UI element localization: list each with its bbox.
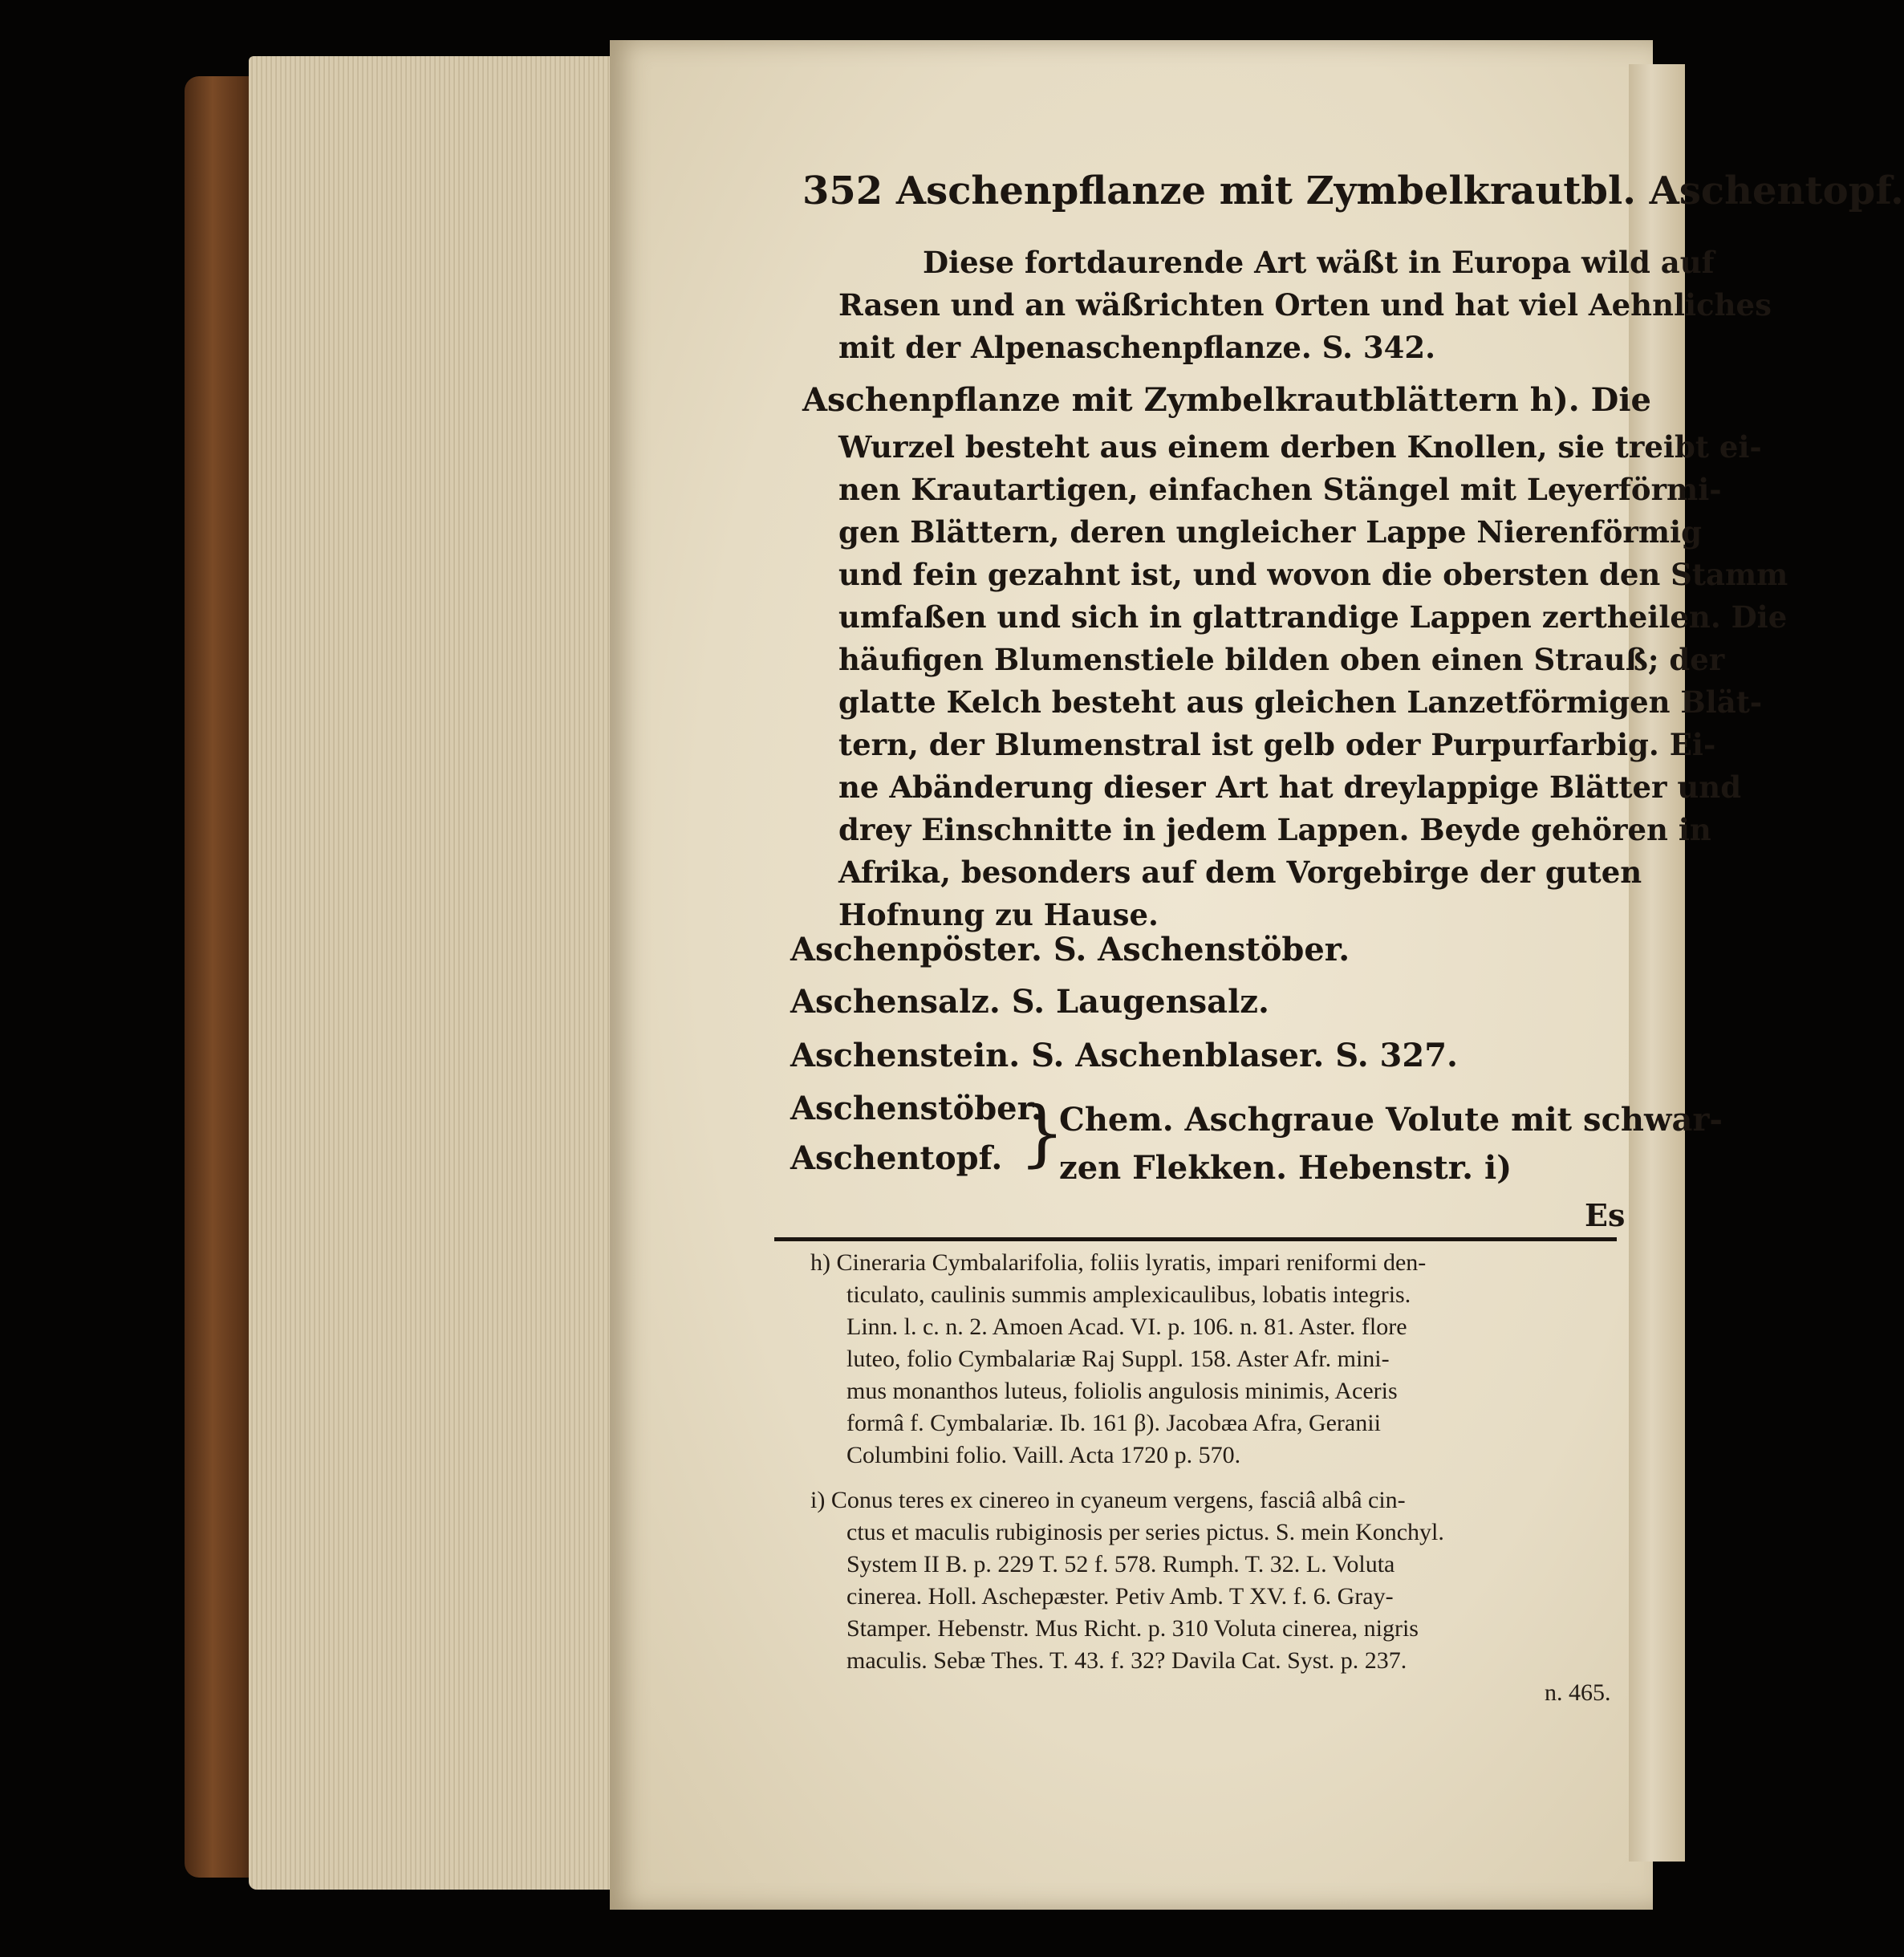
running-title: Aschenpflanze mit Zymbelkrautbl. Aschentopf. xyxy=(895,168,1904,213)
footnote-i-line: Stamper. Hebenstr. Mus Richt. p. 310 Voluta cinerea, nigris xyxy=(846,1615,1419,1642)
footnote-h-line: mus monanthos luteus, foliolis angulosis minimis, Aceris xyxy=(846,1378,1398,1404)
footnote-i-line: System II B. p. 229 T. 52 f. 578. Rumph. T. 32. L. Voluta xyxy=(846,1551,1395,1577)
brace-entry-left: Aschenstöber. xyxy=(790,1090,1042,1127)
brace-entry-right: Chem. Aschgraue Volute mit schwar- xyxy=(1059,1101,1723,1139)
intro-line: Rasen und an wäßrichten Orten und hat viel Aehnliches xyxy=(838,287,1772,323)
footnote-h-line: ticulato, caulinis summis amplexicaulibus, lobatis integris. xyxy=(846,1281,1411,1308)
footnote-i-line: cinerea. Holl. Aschepæster. Petiv Amb. T XV. f. 6. Gray- xyxy=(846,1583,1394,1610)
entry-line: ne Abänderung dieser Art hat dreylappige Blätter und xyxy=(838,769,1742,805)
entry-line: und fein gezahnt ist, und wovon die obersten den Stamm xyxy=(838,557,1788,592)
catchword: Es xyxy=(1585,1197,1626,1233)
entry-line: umfaßen und sich in glattrandige Lappen zertheilen. Die xyxy=(838,599,1788,635)
curly-brace-icon: } xyxy=(1019,1091,1066,1175)
footnote-h-line: formâ f. Cymbalariæ. Ib. 161 β). Jacobæa Afra, Geranii xyxy=(846,1410,1381,1436)
cross-ref-entry: Aschenstein. S. Aschenblaser. S. 327. xyxy=(790,1037,1458,1074)
entry-line: tern, der Blumenstral ist gelb oder Purpurfarbig. Ei- xyxy=(838,727,1716,762)
page-number: 352 xyxy=(802,168,883,213)
page-header xyxy=(802,168,1904,213)
entry-line: Wurzel besteht aus einem derben Knollen, sie treibt ei- xyxy=(838,429,1762,465)
cross-ref-entry: Aschensalz. S. Laugensalz. xyxy=(790,983,1269,1021)
footnote-h-line: Linn. l. c. n. 2. Amoen Acad. VI. p. 106. n. 81. Aster. flore xyxy=(846,1313,1407,1340)
cross-ref-entry: Aschenpöster. S. Aschenstöber. xyxy=(790,931,1350,968)
intro-line: Diese fortdaurende Art wäßt in Europa wild auf xyxy=(923,245,1715,280)
entry-line: Aschenpflanze mit Zymbelkrautblättern h). Die xyxy=(802,381,1651,419)
footnote-i-line: maculis. Sebæ Thes. T. 43. f. 32? Davila Cat. Syst. p. 237. xyxy=(846,1647,1407,1674)
entry-line: gen Blättern, deren ungleicher Lappe Nierenförmig xyxy=(838,514,1702,550)
footnote-h-line: h) Cineraria Cymbalarifolia, foliis lyratis, impari reniformi den- xyxy=(810,1249,1427,1276)
footnote-h-line: Columbini folio. Vaill. Acta 1720 p. 570. xyxy=(846,1442,1241,1468)
brace-entry-left: Aschentopf. xyxy=(790,1139,1003,1177)
footnote-rule xyxy=(774,1237,1617,1241)
page-edges xyxy=(249,56,626,1890)
entry-line: Hofnung zu Hause. xyxy=(838,897,1159,932)
entry-line: häufigen Blumenstiele bilden oben einen Strauß; der xyxy=(838,642,1725,677)
footnote-i-line: n. 465. xyxy=(1545,1679,1611,1706)
intro-line: mit der Alpenaschenpflanze. S. 342. xyxy=(838,330,1435,365)
entry-line: glatte Kelch besteht aus gleichen Lanzetförmigen Blät- xyxy=(838,684,1763,720)
facing-page-edge xyxy=(1629,64,1685,1862)
footnote-i-line: i) Conus teres ex cinereo in cyaneum vergens, fasciâ albâ cin- xyxy=(810,1487,1406,1513)
footnote-h-line: luteo, folio Cymbalariæ Raj Suppl. 158. Aster Afr. mini- xyxy=(846,1346,1390,1372)
footnote-i-line: ctus et maculis rubiginosis per series pictus. S. mein Konchyl. xyxy=(846,1519,1444,1545)
brace-entry-right: zen Flekken. Hebenstr. i) xyxy=(1059,1149,1512,1187)
entry-line: Afrika, besonders auf dem Vorgebirge der guten xyxy=(838,855,1642,890)
entry-line: drey Einschnitte in jedem Lappen. Beyde gehören in xyxy=(838,812,1711,847)
entry-line: nen Krautartigen, einfachen Stängel mit Leyerförmi- xyxy=(838,472,1722,507)
